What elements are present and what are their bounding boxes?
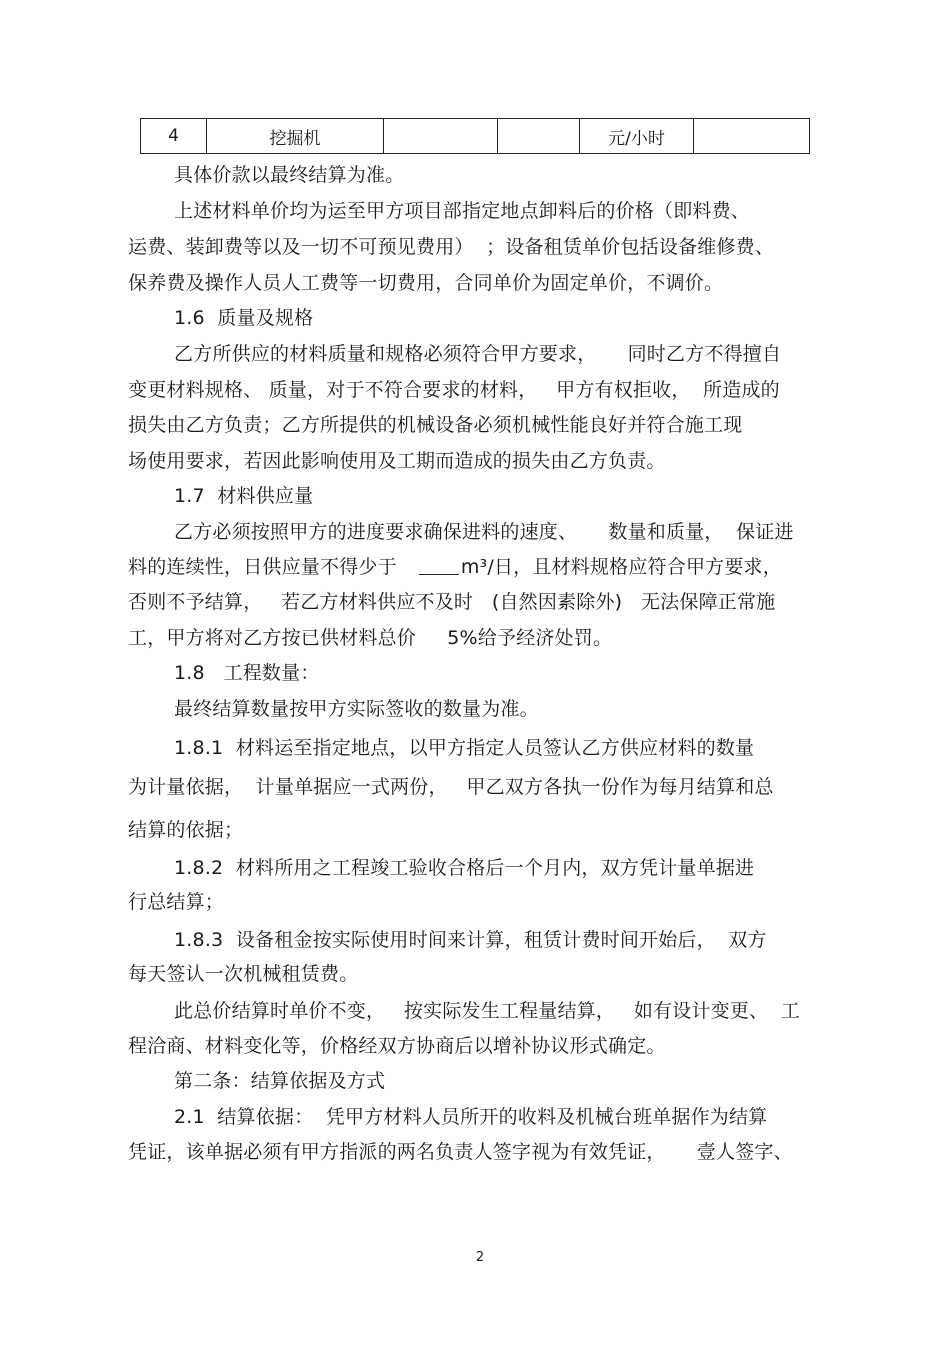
paragraph-line: 保养费及操作人员人工费等一切费用，合同单价为固定单价，不调价。 [128, 272, 724, 294]
paragraph-line: 1.8.1 材料运至指定地点，以甲方指定人员签认乙方供应材料的数量 [174, 737, 755, 759]
paragraph-line: 最终结算数量按甲方实际签收的数量为准。 [174, 698, 539, 720]
paragraph-line: 1.8.2 材料所用之工程竣工验收合格后一个月内，双方凭计量单据进 [174, 857, 755, 879]
table-cell-index: 4 [141, 119, 207, 154]
article-heading: 第二条：结算依据及方式 [174, 1070, 386, 1092]
paragraph-line: 1.8.3 设备租金按实际使用时间来计算，租赁计费时间开始后， 双方 [174, 929, 767, 951]
paragraph-line: 否则不予结算， 若乙方材料供应不及时 (自然因素除外) 无法保障正常施 [128, 591, 776, 613]
paragraph-line: 此总价结算时单价不变， 按实际发生工程量结算， 如有设计变更、 工 [174, 1000, 800, 1022]
paragraph-line: 每天签认一次机械租赁费。 [128, 963, 359, 985]
fill-in-blank [419, 554, 459, 575]
paragraph-line: 乙方必须按照甲方的进度要求确保进料的速度、 数量和质量， 保证进 [174, 521, 794, 543]
paragraph-line [128, 551, 782, 583]
section-heading: 1.8 工程数量： [174, 662, 320, 684]
page-number: 2 [475, 1250, 485, 1265]
paragraph-line: 凭证，该单据必须有甲方指派的两名负责人签字视为有效凭证， 壹人签字、 [128, 1141, 793, 1163]
section-heading: 1.7 材料供应量 [174, 485, 314, 507]
paragraph-line: 2.1 结算依据： 凭甲方材料人员所开的收料及机械台班单据作为结算 [174, 1106, 768, 1128]
paragraph-line: 场使用要求，若因此影响使用及工期而造成的损失由乙方负责。 [128, 450, 666, 472]
paragraph-line: 程洽商、材料变化等，价格经双方协商后以增补协议形式确定。 [128, 1035, 666, 1057]
paragraph-line: 乙方所供应的材料质量和规格必须符合甲方要求， 同时乙方不得擅自 [174, 343, 782, 365]
table-cell-name: 挖掘机 [207, 119, 384, 154]
paragraph-line: 具体价款以最终结算为准。 [174, 164, 405, 186]
table-cell-unit: 元/小时 [580, 119, 694, 154]
table-cell-spec [384, 119, 498, 154]
paragraph-line: 变更材料规格、 质量，对于不符合要求的材料， 甲方有权拒收， 所造成的 [128, 379, 780, 401]
paragraph-line: 为计量依据， 计量单据应一式两份， 甲乙双方各执一份作为每月结算和总 [128, 776, 774, 798]
line-text: m³/日，且材料规格应符合甲方要求， [460, 556, 782, 578]
paragraph-line: 运费、装卸费等以及一切不可预见费用） ；设备租赁单价包括设备维修费、 [128, 236, 775, 258]
paragraph-line: 工，甲方将对乙方按已供材料总价 5%给予经济处罚。 [128, 627, 613, 649]
paragraph-line: 结算的依据； [128, 819, 244, 841]
table-cell-qty [498, 119, 580, 154]
line-text: 料的连续性，日供应量不得少于 [128, 556, 397, 578]
paragraph-line: 行总结算； [128, 891, 225, 913]
table-row [141, 119, 810, 154]
price-table [140, 118, 810, 154]
section-heading: 1.6 质量及规格 [174, 307, 314, 329]
paragraph-line: 损失由乙方负责；乙方所提供的机械设备必须机械性能良好并符合施工现 [128, 414, 743, 436]
paragraph-line: 上述材料单价均为运至甲方项目部指定地点卸料后的价格（即料费、 [174, 200, 751, 222]
table-cell-price [694, 119, 810, 154]
